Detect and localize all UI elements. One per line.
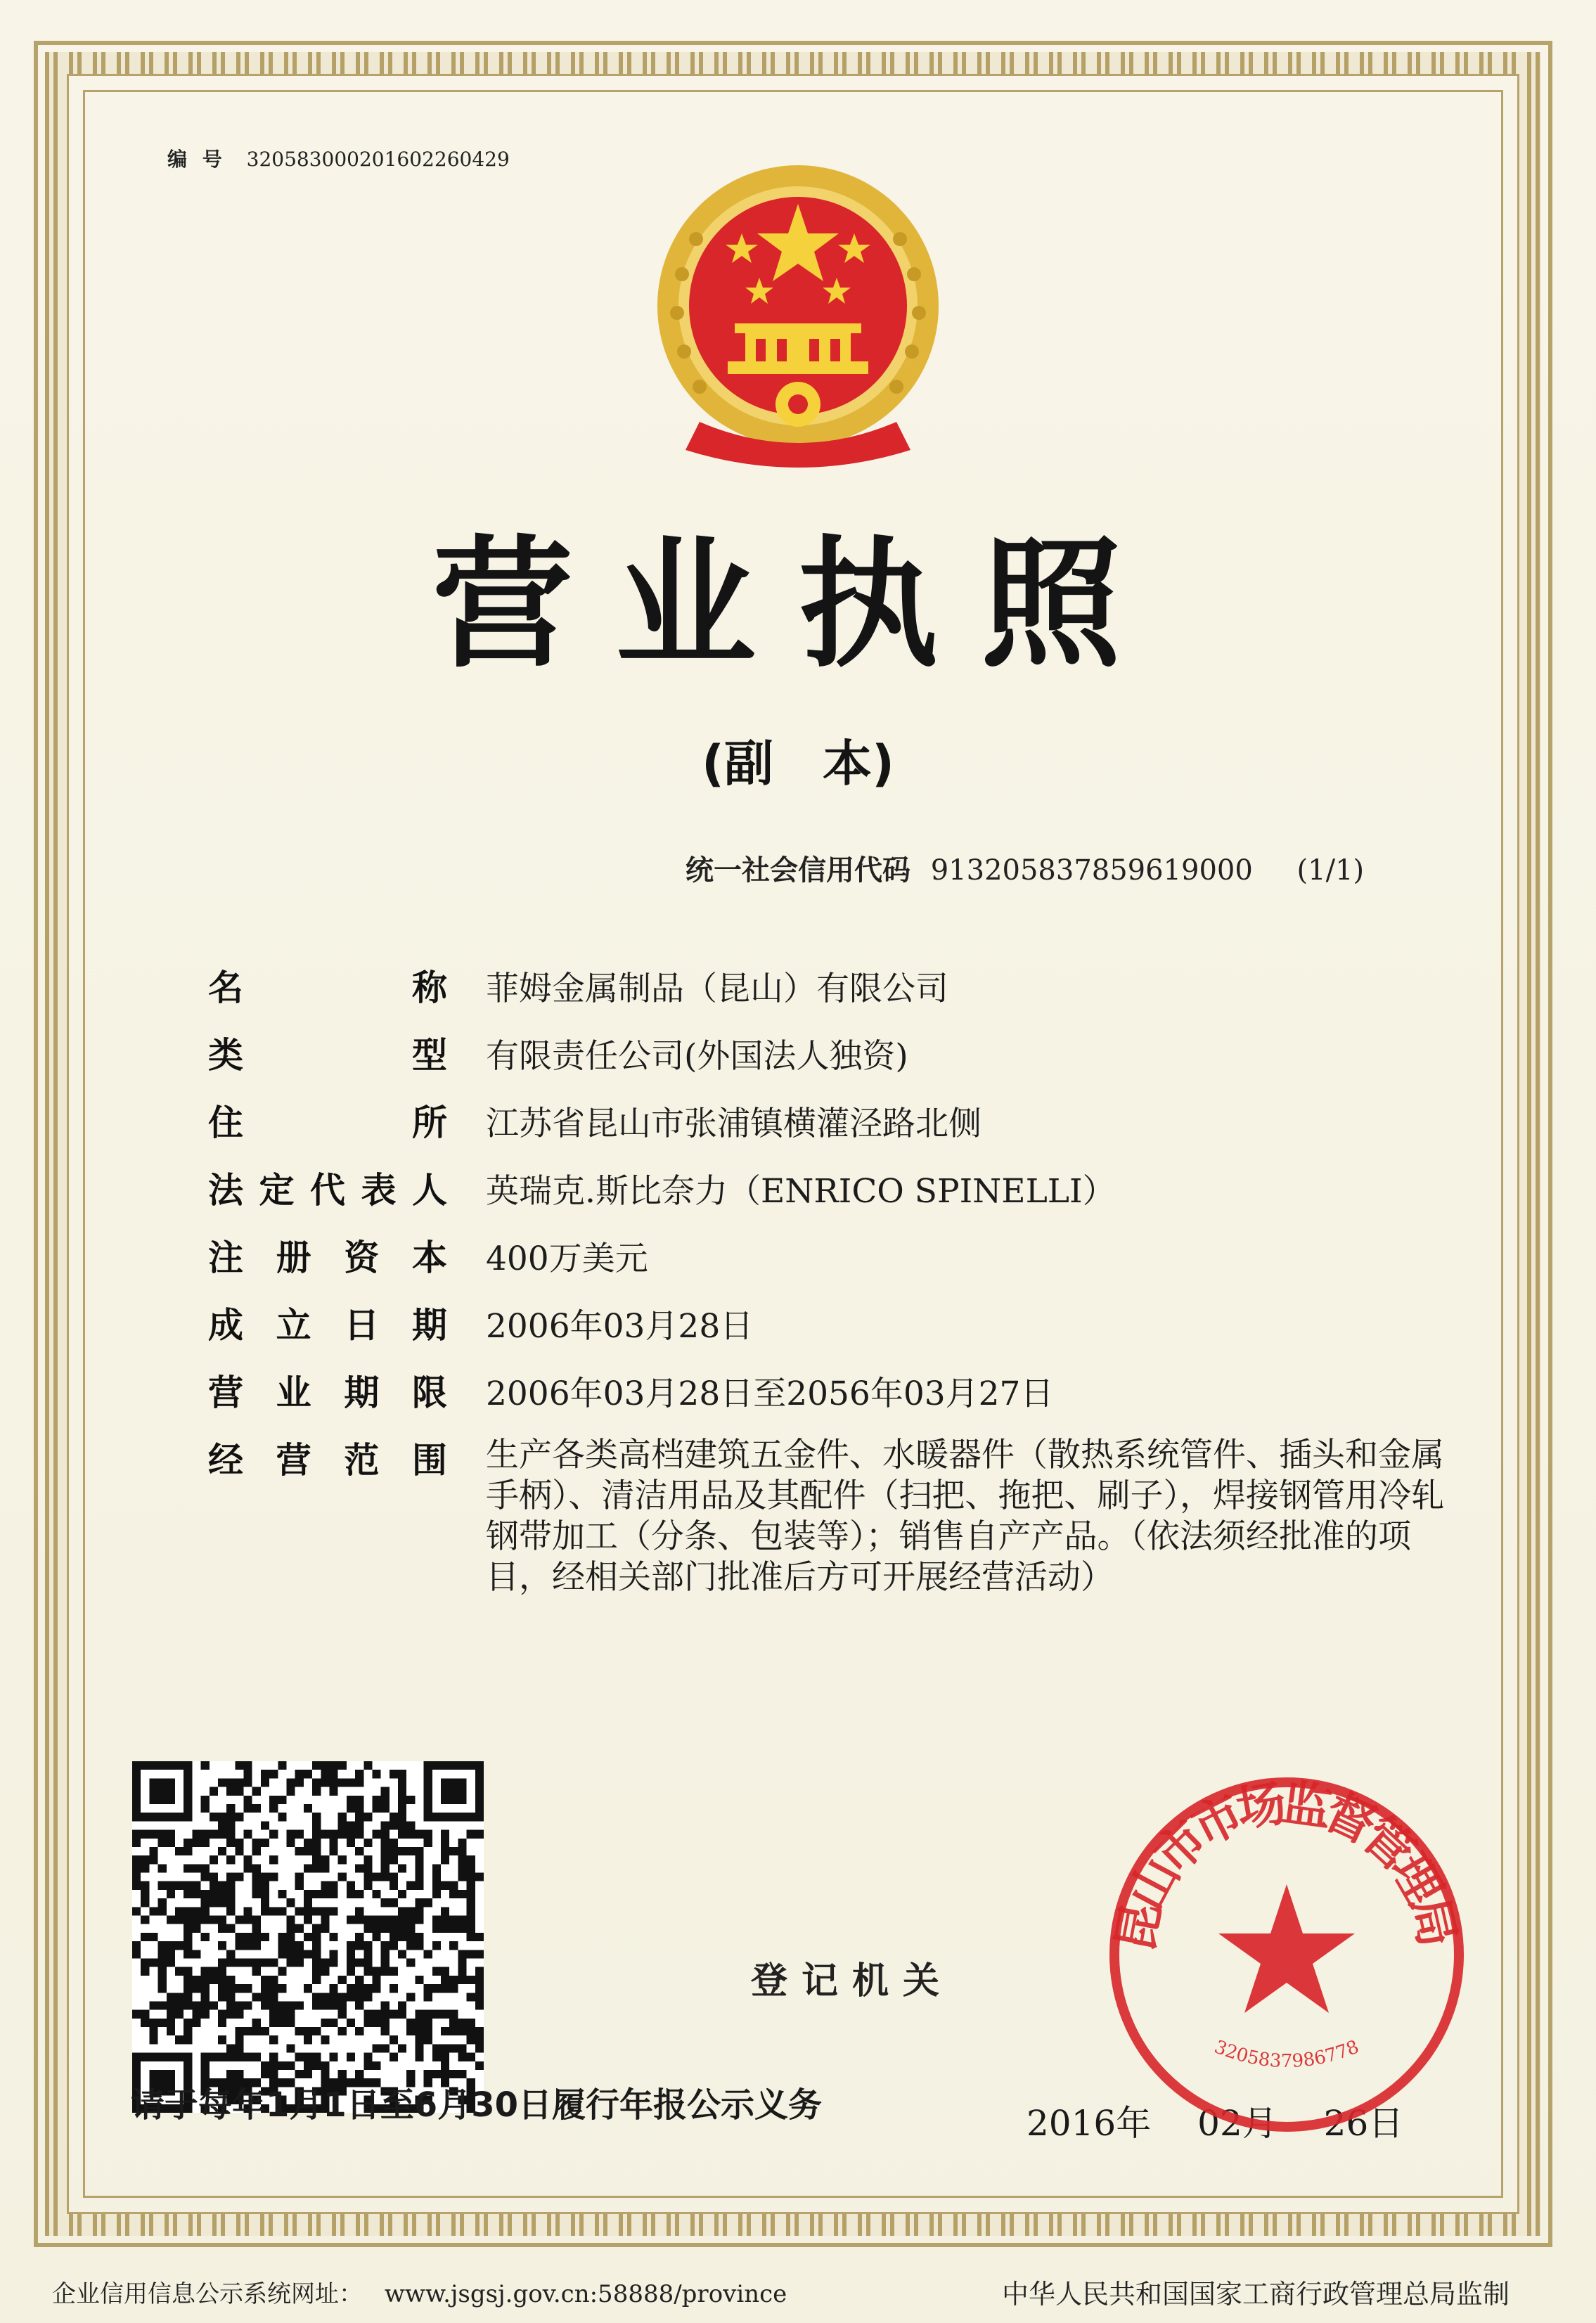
svg-text:3205837986778 bbox=[1211, 2036, 1362, 2072]
annual-report-notice: 请于每年1月1日至6月30日履行年报公示义务 bbox=[131, 2085, 822, 2125]
field-type bbox=[208, 1027, 1488, 1095]
official-seal-icon bbox=[1104, 1772, 1469, 2137]
field-value: 400万美元 bbox=[486, 1240, 648, 1278]
field-value: 江苏省昆山市张浦镇横灌泾路北侧 bbox=[486, 1105, 982, 1143]
field-value: 菲姆金属制品（昆山）有限公司 bbox=[486, 970, 948, 1008]
field-established bbox=[208, 1297, 1488, 1365]
seal-text: 昆山市市场监督管理局 bbox=[1105, 1773, 1467, 1957]
field-key: 营 业 期 限 bbox=[208, 1372, 447, 1413]
field-value: 有限责任公司(外国法人独资) bbox=[486, 1037, 908, 1076]
field-value: 2006年03月28日至2056年03月27日 bbox=[486, 1375, 1054, 1413]
field-key: 法 定 代 表 人 bbox=[208, 1170, 447, 1211]
field-value: 生产各类高档建筑五金件、水暖器件（散热系统管件、插头和金属手柄）、清洁用品及其配件（扫把、拖把、刷子），焊接钢管用冷轧钢带加工（分条、包装等）；销售自产产品。（依法须经批准的项目，经相关部门批准后方可开展经营活动） bbox=[486, 1436, 1444, 1597]
field-capital bbox=[208, 1230, 1488, 1297]
footer-website-url: www.jsgsj.gov.cn:58888/province bbox=[384, 2280, 787, 2308]
credit-code-page: (1/1) bbox=[1296, 854, 1365, 887]
field-legal-rep bbox=[208, 1162, 1488, 1230]
page-title: 营业执照 bbox=[432, 523, 1164, 687]
serial-label: 编 号 bbox=[167, 148, 226, 171]
license-fields bbox=[208, 960, 1488, 1597]
seal-code: 3205837986778 bbox=[1211, 2036, 1363, 2072]
field-key: 名 称 bbox=[208, 967, 447, 1008]
field-name bbox=[208, 960, 1488, 1027]
footer-supervisor: 中华人民共和国国家工商行政管理总局监制 bbox=[1002, 2279, 1510, 2310]
footer-website bbox=[52, 2274, 787, 2309]
field-key: 经 营 范 围 bbox=[208, 1440, 447, 1481]
footer-website-label: 企业信用信息公示系统网址： bbox=[52, 2280, 363, 2308]
national-emblem-icon bbox=[643, 155, 953, 478]
field-key: 住 所 bbox=[208, 1102, 447, 1143]
registration-authority: 登记机关 bbox=[751, 1960, 954, 2002]
issue-date: 2016年 02月 26日 bbox=[1027, 2103, 1404, 2144]
serial-number bbox=[167, 144, 510, 172]
field-scope bbox=[208, 1432, 1488, 1597]
field-key: 成 立 日 期 bbox=[208, 1305, 447, 1346]
credit-code-label: 统一社会信用代码 bbox=[686, 854, 910, 887]
field-term bbox=[208, 1365, 1488, 1432]
subtitle-copy: (副 本) bbox=[702, 735, 894, 792]
credit-code bbox=[686, 848, 1364, 888]
qr-code-icon bbox=[132, 1761, 484, 2113]
field-key: 类 型 bbox=[208, 1035, 447, 1076]
field-key: 注 册 资 本 bbox=[208, 1237, 447, 1278]
field-value: 2006年03月28日 bbox=[486, 1307, 754, 1346]
field-value: 英瑞克.斯比奈力（ENRICO SPINELLI） bbox=[486, 1172, 1116, 1211]
credit-code-value: 913205837859619000 bbox=[930, 854, 1253, 887]
serial-value: 320583000201602260429 bbox=[246, 148, 510, 171]
field-address bbox=[208, 1095, 1488, 1162]
